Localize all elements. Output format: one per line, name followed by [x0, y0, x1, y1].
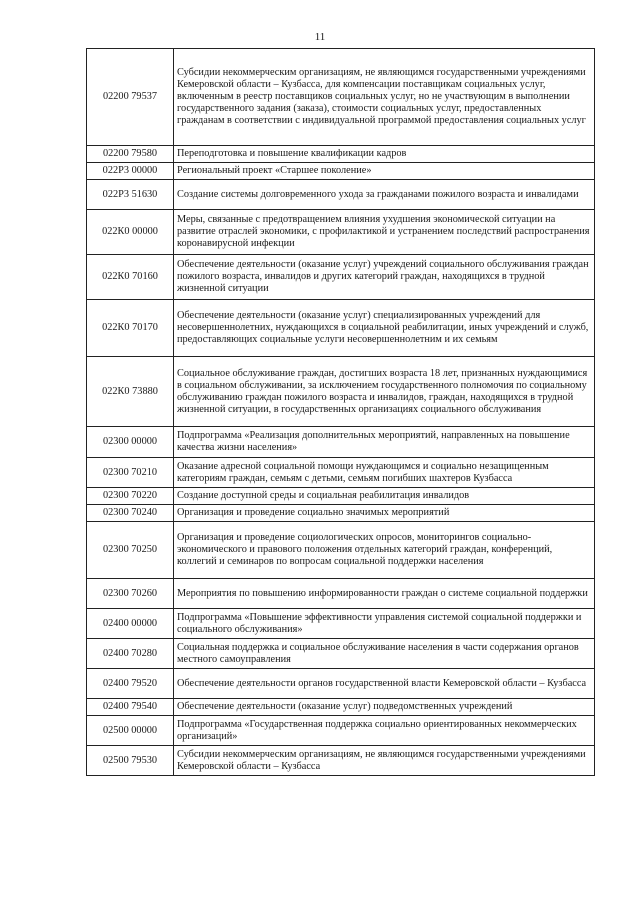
table-row	[87, 210, 595, 255]
row-description: Региональный проект «Старшее поколение»	[174, 163, 595, 180]
table-row	[87, 746, 595, 776]
table-row	[87, 579, 595, 609]
page-number: 11	[314, 31, 326, 43]
row-code: 02300 00000	[87, 427, 174, 458]
row-description: Переподготовка и повышение квалификации кадров	[174, 146, 595, 163]
table-row	[87, 180, 595, 210]
row-code: 022Р3 51630	[87, 180, 174, 210]
row-code: 02200 79580	[87, 146, 174, 163]
row-code: 02300 70240	[87, 505, 174, 522]
row-description: Подпрограмма «Государственная поддержка социально ориентированных некоммерческих организаций»	[174, 716, 595, 746]
table-row	[87, 522, 595, 579]
table-row	[87, 669, 595, 699]
row-code: 02500 79530	[87, 746, 174, 776]
row-code: 02400 70280	[87, 639, 174, 669]
row-code: 022К0 00000	[87, 210, 174, 255]
table-row	[87, 255, 595, 300]
row-description: Организация и проведение социологических опросов, мониторингов социально-экономического и правового положения отдельных категорий граждан, конференций, коллегий и семинаров по вопросам социальной поддержки населения	[174, 522, 595, 579]
table-row	[87, 357, 595, 427]
row-code: 02300 70250	[87, 522, 174, 579]
row-code: 022К0 70160	[87, 255, 174, 300]
table-row	[87, 639, 595, 669]
table-row	[87, 716, 595, 746]
row-description: Обеспечение деятельности органов государственной власти Кемеровской области – Кузбасса	[174, 669, 595, 699]
row-description: Обеспечение деятельности (оказание услуг) учреждений социального обслуживания граждан пожилого возраста, инвалидов и других категорий граждан, находящихся в трудной жизненной ситуации	[174, 255, 595, 300]
row-code: 022Р3 00000	[87, 163, 174, 180]
table-row	[87, 609, 595, 639]
table-row	[87, 458, 595, 488]
row-description: Социальное обслуживание граждан, достигших возраста 18 лет, признанных нуждающимися в социальном обслуживании, за исключением государственного полномочия по социальному обслуживанию граждан пожилого возраста и инвалидов, граждан, находящихся в трудной жизненной ситуации, в государственных организациях социального обслуживания	[174, 357, 595, 427]
row-description: Подпрограмма «Повышение эффективности управления системой социальной поддержки и социального обслуживания»	[174, 609, 595, 639]
row-description: Мероприятия по повышению информированности граждан о системе социальной поддержки	[174, 579, 595, 609]
row-description: Обеспечение деятельности (оказание услуг) подведомственных учреждений	[174, 699, 595, 716]
row-code: 02300 70210	[87, 458, 174, 488]
row-description: Создание доступной среды и социальная реабилитация инвалидов	[174, 488, 595, 505]
table-row	[87, 505, 595, 522]
row-description: Меры, связанные с предотвращением влияния ухудшения экономической ситуации на развитие отраслей экономики, с профилактикой и устранением последствий распространения коронавирусной инфекции	[174, 210, 595, 255]
row-code: 02400 79540	[87, 699, 174, 716]
row-description: Обеспечение деятельности (оказание услуг) специализированных учреждений для несовершеннолетних, нуждающихся в социальной реабилитации, иных учреждений и служб, предоставляющих социальные услуги несовершеннолетним и их семьям	[174, 300, 595, 357]
row-code: 02200 79537	[87, 49, 174, 146]
row-code: 022К0 70170	[87, 300, 174, 357]
table-row	[87, 163, 595, 180]
row-code: 02300 70260	[87, 579, 174, 609]
table-row	[87, 427, 595, 458]
row-description: Субсидии некоммерческим организациям, не являющимся государственными учреждениями Кемеровской области – Кузбасса	[174, 746, 595, 776]
row-description: Создание системы долговременного ухода за гражданами пожилого возраста и инвалидами	[174, 180, 595, 210]
budget-classification-table	[86, 48, 595, 776]
row-code: 02500 00000	[87, 716, 174, 746]
row-description: Организация и проведение социально значимых мероприятий	[174, 505, 595, 522]
row-description: Субсидии некоммерческим организациям, не являющимся государственными учреждениями Кемеровской области – Кузбасса, для компенсации поставщикам социальных услуг, включенным в реестр поставщиков социальных услуг, но не участвующим в выполнении государственного задания (заказа), стоимости социальных услуг, предоставленных гражданам в соответствии с индивидуальной программой предоставления социальных услуг	[174, 49, 595, 146]
row-description: Подпрограмма «Реализация дополнительных мероприятий, направленных на повышение качества жизни населения»	[174, 427, 595, 458]
table-row	[87, 146, 595, 163]
row-description: Социальная поддержка и социальное обслуживание населения в части содержания органов местного самоуправления	[174, 639, 595, 669]
row-description: Оказание адресной социальной помощи нуждающимся и социально незащищенным категориям граждан, семьям с детьми, семьям погибших шахтеров Кузбасса	[174, 458, 595, 488]
row-code: 02300 70220	[87, 488, 174, 505]
row-code: 022К0 73880	[87, 357, 174, 427]
row-code: 02400 79520	[87, 669, 174, 699]
table-row	[87, 488, 595, 505]
table-row	[87, 699, 595, 716]
table-row	[87, 300, 595, 357]
table-row	[87, 49, 595, 146]
row-code: 02400 00000	[87, 609, 174, 639]
